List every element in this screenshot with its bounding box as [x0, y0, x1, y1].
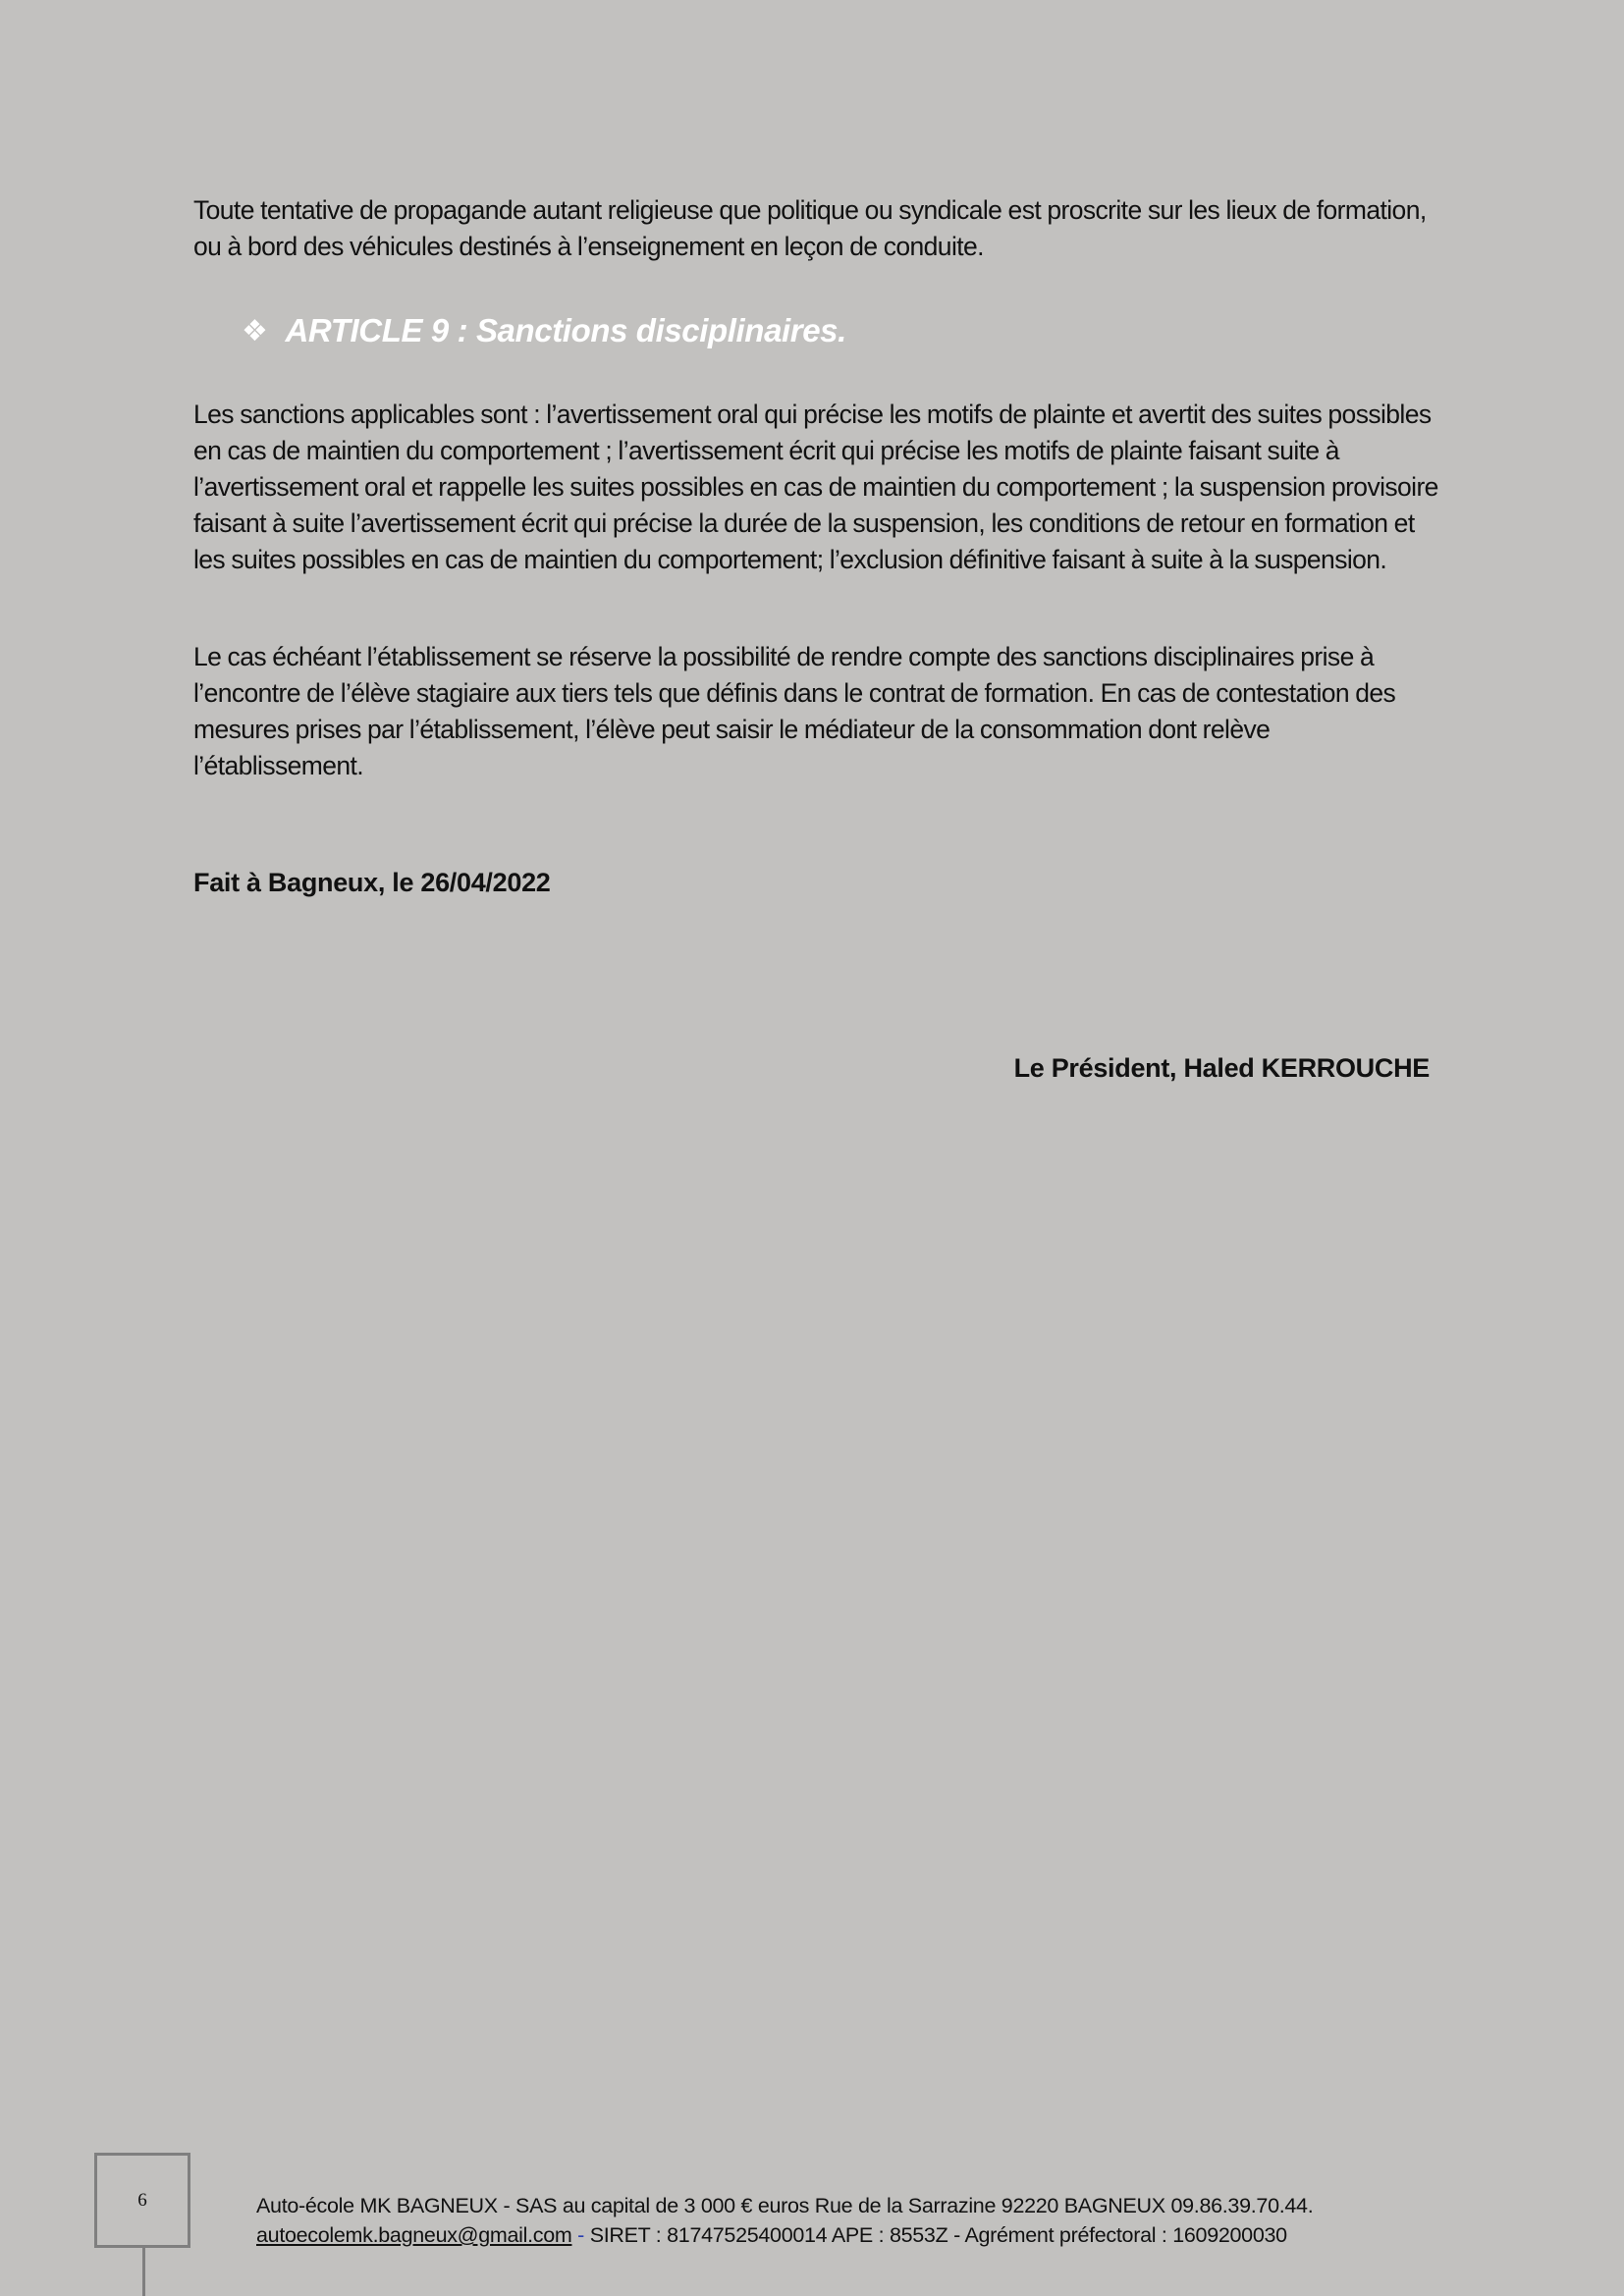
footer	[256, 2191, 1313, 2250]
diamond-bullet-icon: ❖	[242, 314, 268, 347]
place-date: Fait à Bagneux, le 26/04/2022	[193, 868, 551, 897]
article-9-heading	[242, 312, 846, 349]
footer-siret-info: SIRET : 81747525400014 APE : 8553Z - Agrément préfectoral : 1609200030	[589, 2223, 1287, 2247]
footer-email-link[interactable]: autoecolemk.bagneux@gmail.com	[256, 2223, 572, 2247]
page-number: 6	[137, 2189, 147, 2211]
article-9-title: ARTICLE 9 : Sanctions disciplinaires.	[285, 312, 846, 348]
page-number-connector-line	[142, 2247, 145, 2296]
page-number-box	[94, 2153, 190, 2248]
footer-registration	[256, 2220, 1313, 2250]
propaganda-paragraph: Toute tentative de propagande autant religieuse que politique ou syndicale est proscrite sur les lieux de formation, ou à bord des véhicules destinés à l’enseignement en leçon de conduite.	[193, 195, 1427, 261]
footer-company-info: Auto-école MK BAGNEUX - SAS au capital de 3 000 € euros Rue de la Sarrazine 92220 BAGNEUX 09.86.39.70.44.	[256, 2194, 1314, 2217]
signatory: Le Président, Haled KERROUCHE	[1013, 1053, 1430, 1083]
sanctions-paragraph: Les sanctions applicables sont : l’avertissement oral qui précise les motifs de plainte et avertit des suites possibles en cas de maintien du comportement ; l’avertissement écrit qui précise les motifs de plainte faisant suite à l’avertissement oral et rappelle les suites possibles en cas de maintien du comportement ; la suspension provisoire faisant à suite l’avertissement écrit qui précise la durée de la suspension, les conditions de retour en formation et les suites possibles en cas de maintien du comportement; l’exclusion définitive faisant à suite à la suspension.	[193, 400, 1438, 574]
footer-separator: -	[571, 2223, 590, 2247]
reporting-paragraph: Le cas échéant l’établissement se réserve la possibilité de rendre compte des sanctions disciplinaires prise à l’encontre de l’élève stagiaire aux tiers tels que définis dans le contrat de formation. En cas de contestation des mesures prises par l’établissement, l’élève peut saisir le médiateur de la consommation dont relève l’établissement.	[193, 642, 1396, 780]
